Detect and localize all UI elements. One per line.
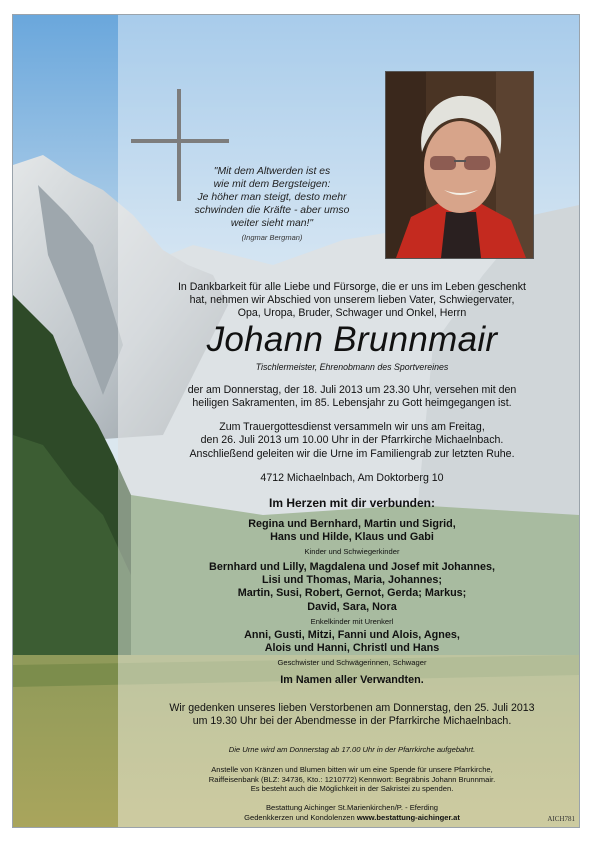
- service-line: Anschließend geleiten wir die Urne im Familiengrab zur letzten Ruhe.: [189, 447, 515, 460]
- mourner-group-children: [125, 518, 579, 559]
- quote: [177, 165, 367, 230]
- mourner-line: Martin, Susi, Robert, Gernot, Gerda; Markus;: [237, 587, 467, 600]
- intro-line: hat, nehmen wir Abschied von unserem lieben Vater, Schwiegervater,: [189, 294, 515, 307]
- urn-note: Die Urne wird am Donnerstag ab 17.00 Uhr in der Pfarrkirche aufgebahrt.: [228, 745, 476, 754]
- donation-line: Raiffeisenbank (BLZ: 34736, Kto.: 1210772) Kennwort: Begräbnis Johann Brunnmair.: [208, 774, 496, 784]
- quote-line: schwinden die Kräfte - aber umso: [194, 205, 350, 216]
- memorial-mass-notice: [125, 702, 579, 729]
- mourner-relation: Geschwister und Schwägerinnen, Schwager: [277, 658, 427, 668]
- quote-line: weiter sieht man!": [230, 218, 314, 229]
- undertaker-website-link[interactable]: www.bestattung-aichinger.at: [356, 812, 460, 822]
- condolence-text: Gedenkkerzen und Kondolenzen: [244, 812, 357, 822]
- mourner-relation: Enkelkinder mit Urenkerl: [310, 616, 394, 626]
- funeral-service-notice: [125, 421, 579, 461]
- mourner-line: David, Sara, Nora: [307, 600, 397, 613]
- mourner-line: Regina und Bernhard, Martin und Sigrid,: [248, 518, 456, 530]
- quote-line: Je höher man steigt, desto mehr: [197, 192, 347, 203]
- death-notice: [125, 384, 579, 411]
- mourner-line: Bernhard und Lilly, Magdalena und Josef mit Johannes,: [209, 561, 495, 573]
- mourner-line: Alois und Hanni, Christl und Hans: [264, 642, 440, 655]
- cross-icon-beam: [131, 139, 229, 143]
- mourner-line: Lisi und Thomas, Maria, Johannes;: [262, 574, 442, 587]
- service-line: den 26. Juli 2013 um 10.00 Uhr in der Pfarrkirche Michaelnbach.: [200, 434, 504, 447]
- quote-line: "Mit dem Altwerden ist es: [213, 166, 331, 177]
- mourner-line: Anni, Gusti, Mitzi, Fanni und Alois, Agnes,: [244, 629, 460, 641]
- service-line: Zum Trauergottesdienst versammeln wir uns am Freitag,: [219, 421, 485, 433]
- undertaker-name: Bestattung Aichinger St.Marienkirchen/P. - Eferding: [265, 803, 439, 812]
- deceased-occupation: Tischlermeister, Ehrenobmann des Sportvereines: [255, 362, 449, 372]
- intro-line: Opa, Uropa, Bruder, Schwager und Onkel, Herrn: [237, 307, 467, 320]
- death-line: der am Donnerstag, der 18. Juli 2013 um 23.30 Uhr, versehen mit den: [187, 384, 517, 396]
- undertaker-info: [125, 803, 579, 822]
- mourners-heading: Im Herzen mit dir verbunden:: [268, 496, 436, 510]
- deceased-name: Johann Brunnmair: [206, 320, 498, 359]
- reference-code: AICH781: [547, 815, 575, 823]
- death-line: heiligen Sakramenten, im 85. Lebensjahr zu Gott heimgegangen ist.: [192, 397, 512, 410]
- mourner-group-grandchildren: [125, 561, 579, 628]
- mourner-group-siblings: [125, 629, 579, 670]
- undertaker-contact: [125, 813, 579, 823]
- memorial-line: um 19.30 Uhr bei der Abendmesse in der Pfarrkirche Michaelnbach.: [192, 715, 512, 728]
- donation-line: Anstelle von Kränzen und Blumen bitten wir um eine Spende für unsere Pfarrkirche,: [211, 765, 493, 774]
- portrait-photo: [385, 71, 534, 259]
- quote-author: (Ingmar Bergman): [241, 233, 303, 242]
- intro-text: [125, 281, 579, 321]
- intro-line: In Dankbarkeit für alle Liebe und Fürsorge, die er uns im Leben geschenkt: [177, 281, 527, 293]
- address: 4712 Michaelnbach, Am Doktorberg 10: [260, 472, 444, 484]
- obituary-card: [12, 14, 580, 828]
- donation-line: Es besteht auch die Möglichkeit in der Sakristei zu spenden.: [250, 784, 454, 794]
- mourner-relation: Kinder und Schwiegerkinder: [304, 547, 400, 557]
- quote-line: wie mit dem Bergsteigen:: [213, 179, 331, 190]
- memorial-line: Wir gedenken unseres lieben Verstorbenen am Donnerstag, den 25. Juli 2013: [169, 702, 535, 714]
- closing-line: Im Namen aller Verwandten.: [280, 674, 424, 686]
- donation-note: [125, 765, 579, 794]
- mourner-line: Hans und Hilde, Klaus und Gabi: [270, 531, 434, 544]
